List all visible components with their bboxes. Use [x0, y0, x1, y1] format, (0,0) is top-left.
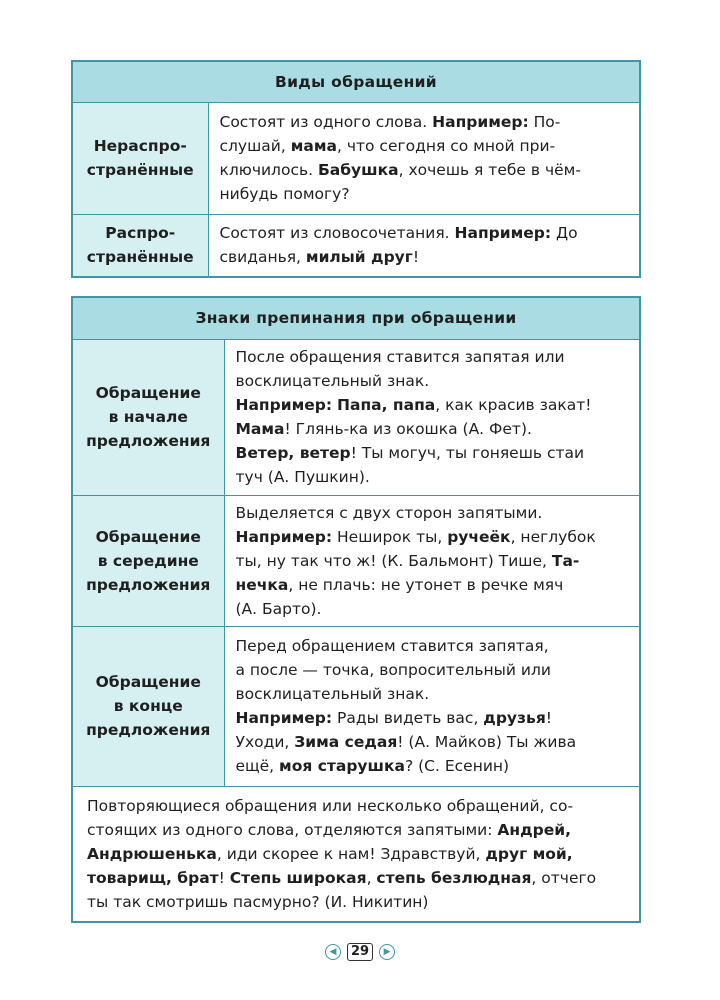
bold-text: ручеёк: [447, 527, 511, 546]
plain-text: , иди скорее к нам! Здравствуй,: [216, 844, 486, 863]
address-types-table: [71, 60, 641, 278]
text-line: [236, 682, 628, 706]
plain-text: По-: [528, 113, 561, 132]
bold-text: Мама: [235, 420, 285, 438]
label-line: Обращение: [95, 384, 201, 402]
plain-text: восклицательный знак.: [235, 685, 430, 703]
text-line: [236, 465, 628, 489]
label-line: Нераспро-: [93, 137, 187, 156]
text-line: [87, 890, 625, 914]
table-title: Виды обращений: [72, 61, 640, 102]
text-line: [220, 134, 628, 158]
plain-text: нибудь помогу?: [219, 185, 350, 204]
footer-note: [72, 786, 640, 922]
row-label: [72, 102, 208, 214]
bold-text: моя старушка: [279, 757, 405, 775]
bold-text: Например:: [235, 709, 333, 727]
plain-text: !: [218, 868, 230, 887]
table-row: [72, 495, 640, 626]
text-line: [236, 549, 628, 573]
text-line: [236, 754, 628, 778]
text-line: [236, 417, 628, 441]
table-title: Знаки препинания при обращении: [72, 297, 640, 339]
pagination: [0, 943, 720, 961]
bold-text: Ветер, ветер: [235, 444, 351, 462]
plain-text: ты, ну так что ж! (К. Бальмонт) Тише,: [235, 551, 552, 570]
bold-text: мама: [290, 137, 337, 156]
label-line: в середине: [97, 551, 199, 570]
plain-text: , не плачь: не утонет в речке мяч: [288, 575, 564, 594]
label-line: Обращение: [95, 673, 201, 691]
plain-text: До: [551, 224, 578, 243]
bold-text: товарищ, брат: [87, 868, 219, 887]
plain-text: стоящих из одного слова, отделяются запятыми:: [87, 820, 498, 839]
text-line: [236, 597, 628, 621]
text-line: [236, 441, 628, 465]
bold-text: милый друг: [305, 248, 413, 267]
plain-text: Состоят из словосочетания.: [219, 224, 455, 243]
text-line: [236, 658, 628, 682]
page-number: 29: [347, 943, 373, 961]
plain-text: , как красив закат!: [435, 396, 592, 414]
bold-text: степь безлюдная: [376, 868, 532, 887]
table-row: [72, 626, 640, 786]
bold-text: Например:: [235, 396, 333, 414]
plain-text: Выделяется с двух сторон запятыми.: [235, 503, 543, 522]
row-label: [72, 495, 224, 626]
bold-text: Андрей,: [497, 820, 571, 839]
text-line: [236, 573, 628, 597]
row-text: [224, 626, 640, 786]
text-line: [236, 345, 628, 369]
plain-text: Перед обращением ставится запятая,: [235, 637, 549, 655]
plain-text: Повторяющиеся обращения или несколько обращений, со-: [87, 796, 574, 815]
bold-text: Зима седая: [294, 733, 398, 751]
text-line: [236, 525, 628, 549]
table-row: [72, 102, 640, 214]
plain-text: ? (С. Есенин): [404, 757, 510, 775]
plain-text: Уходи,: [235, 733, 295, 751]
bold-text: Степь широкая: [229, 868, 367, 887]
plain-text: После обращения ставится запятая или: [235, 348, 565, 366]
text-line: [87, 842, 625, 866]
plain-text: , хочешь я тебе в чём-: [398, 161, 581, 180]
plain-text: свиданья,: [219, 248, 306, 267]
bold-text: Та-: [551, 551, 580, 570]
bold-text: Андрюшенька: [87, 844, 217, 863]
label-line: предложения: [86, 721, 211, 739]
plain-text: восклицательный знак.: [235, 372, 430, 390]
plain-text: ! Глянь-ка из окошка (А. Фет).: [284, 420, 532, 438]
label-line: странённые: [86, 161, 194, 180]
bold-text: Бабушка: [317, 161, 399, 180]
plain-text: Неширок ты,: [332, 527, 448, 546]
arrow-left-icon: ◀: [325, 944, 341, 960]
plain-text: !: [412, 248, 420, 267]
label-line: предложения: [86, 432, 211, 450]
row-label: [72, 339, 224, 495]
row-text: [224, 339, 640, 495]
plain-text: , что сегодня со мной при-: [336, 137, 556, 156]
label-line: странённые: [86, 248, 194, 267]
plain-text: ! (А. Майков) Ты жива: [397, 733, 577, 751]
row-text: [224, 495, 640, 626]
bold-text: нечка: [235, 575, 289, 594]
bold-text: Папа, папа: [337, 396, 436, 414]
text-line: [220, 182, 628, 206]
plain-text: ещё,: [235, 757, 280, 775]
plain-text: слушай,: [219, 137, 291, 156]
plain-text: , неглубок: [510, 527, 596, 546]
plain-text: ты так смотришь пасмурно? (И. Никитин): [87, 892, 429, 911]
text-line: [87, 866, 625, 890]
plain-text: ,: [366, 868, 377, 887]
row-label: [72, 214, 208, 277]
text-line: [87, 818, 625, 842]
label-line: предложения: [86, 575, 211, 594]
text-line: [220, 110, 628, 134]
text-line: [236, 501, 628, 525]
table-row: [72, 214, 640, 277]
plain-text: а после — точка, вопросительный или: [235, 661, 551, 679]
punctuation-table: [71, 296, 641, 923]
plain-text: ! Ты могуч, ты гоняешь стаи: [350, 444, 585, 462]
text-line: [220, 245, 628, 269]
text-line: [236, 634, 628, 658]
text-line: [236, 730, 628, 754]
row-text: [208, 102, 640, 214]
label-line: в начале: [108, 408, 188, 426]
table-row: [72, 786, 640, 922]
text-line: [236, 369, 628, 393]
plain-text: Состоят из одного слова.: [219, 113, 433, 132]
text-line: [236, 706, 628, 730]
plain-text: ключилось.: [219, 161, 318, 180]
label-line: Обращение: [95, 527, 201, 546]
bold-text: Например:: [432, 113, 529, 132]
label-line: Распро-: [105, 224, 176, 243]
row-label: [72, 626, 224, 786]
bold-text: друг мой,: [485, 844, 573, 863]
text-line: [236, 393, 628, 417]
text-line: [220, 221, 628, 245]
bold-text: Например:: [235, 527, 333, 546]
plain-text: , отчего: [531, 868, 597, 887]
plain-text: (А. Барто).: [235, 599, 322, 618]
plain-text: туч (А. Пушкин).: [235, 468, 370, 486]
row-text: [208, 214, 640, 277]
bold-text: Например:: [454, 224, 552, 243]
plain-text: !: [545, 709, 552, 727]
text-line: [220, 158, 628, 182]
table-row: [72, 339, 640, 495]
bold-text: друзья: [483, 709, 546, 727]
label-line: в конце: [113, 697, 183, 715]
text-line: [87, 794, 625, 818]
plain-text: Рады видеть вас,: [332, 709, 484, 727]
arrow-right-icon: ▶: [379, 944, 395, 960]
